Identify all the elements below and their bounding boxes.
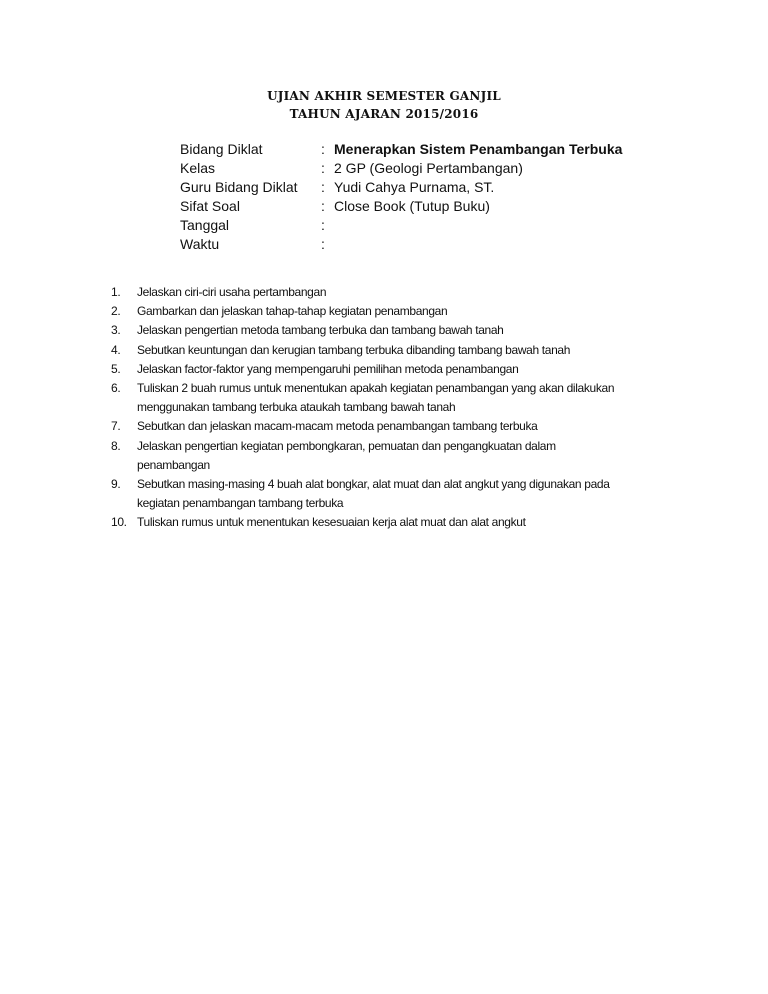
info-value: Close Book (Tutup Buku): [334, 198, 490, 214]
info-value: Menerapkan Sistem Penambangan Terbuka: [334, 141, 623, 157]
info-colon: :: [321, 217, 325, 233]
info-colon: :: [321, 236, 325, 252]
question-item: [111, 417, 614, 436]
info-colon: :: [321, 160, 325, 176]
question-number: 1.: [111, 285, 121, 299]
question-item: [111, 437, 614, 475]
question-number: 4.: [111, 342, 121, 357]
question-text: Jelaskan pengertian kegiatan pembongkaran, pemuatan dan pengangkuatan dalam: [137, 438, 556, 453]
exam-title: UJIAN AKHIR SEMESTER GANJIL: [267, 89, 501, 103]
question-item: [111, 513, 614, 532]
info-label: Guru Bidang Diklat: [180, 179, 298, 195]
question-text: penambangan: [137, 457, 210, 472]
info-label: Bidang Diklat: [180, 141, 263, 157]
question-item: [111, 283, 614, 302]
question-number: 5.: [111, 361, 121, 376]
question-item: [111, 341, 614, 360]
question-item: [111, 475, 614, 513]
question-number: 2.: [111, 304, 121, 319]
question-number: 10.: [111, 515, 127, 530]
info-label: Sifat Soal: [180, 198, 240, 214]
question-number: 7.: [111, 419, 121, 434]
info-label: Kelas: [180, 160, 216, 176]
question-number: 8.: [111, 438, 121, 453]
question-text: Sebutkan dan jelaskan macam-macam metoda penambangan tambang terbuka: [137, 419, 538, 434]
academic-year: TAHUN AJARAN 2015/2016: [289, 107, 479, 121]
info-label: Tanggal: [180, 217, 230, 233]
info-colon: :: [321, 141, 325, 157]
question-text: Jelaskan pengertian metoda tambang terbuka dan tambang bawah tanah: [137, 323, 504, 338]
info-value: Yudi Cahya Purnama, ST.: [334, 179, 495, 195]
info-value: 2 GP (Geologi Pertambangan): [334, 160, 523, 176]
question-text: menggunakan tambang terbuka ataukah tambang bawah tanah: [137, 400, 456, 415]
question-number: 9.: [111, 476, 121, 491]
question-item: [111, 302, 614, 321]
info-label: Waktu: [180, 236, 220, 252]
question-text: Tuliskan rumus untuk menentukan kesesuaian kerja alat muat dan alat angkut: [137, 515, 526, 530]
question-list: [111, 283, 614, 532]
question-text: kegiatan penambangan tambang terbuka: [137, 496, 344, 511]
question-number: 6.: [111, 380, 121, 395]
info-colon: :: [321, 198, 325, 214]
question-text: Jelaskan factor-faktor yang mempengaruhi pemilihan metoda penambangan: [137, 361, 519, 376]
question-text: Tuliskan 2 buah rumus untuk menentukan apakah kegiatan penambangan yang akan dilakukan: [137, 380, 615, 395]
question-item: [111, 379, 614, 417]
question-item: [111, 321, 614, 340]
info-colon: :: [321, 179, 325, 195]
question-item: [111, 360, 614, 379]
question-text: Sebutkan masing-masing 4 buah alat bongkar, alat muat dan alat angkut yang digunakan pada: [137, 476, 610, 491]
question-number: 3.: [111, 323, 121, 338]
question-text: Sebutkan keuntungan dan kerugian tambang terbuka dibanding tambang bawah tanah: [137, 342, 571, 357]
question-text: Gambarkan dan jelaskan tahap-tahap kegiatan penambangan: [137, 304, 448, 319]
question-text: Jelaskan ciri-ciri usaha pertambangan: [137, 285, 327, 299]
